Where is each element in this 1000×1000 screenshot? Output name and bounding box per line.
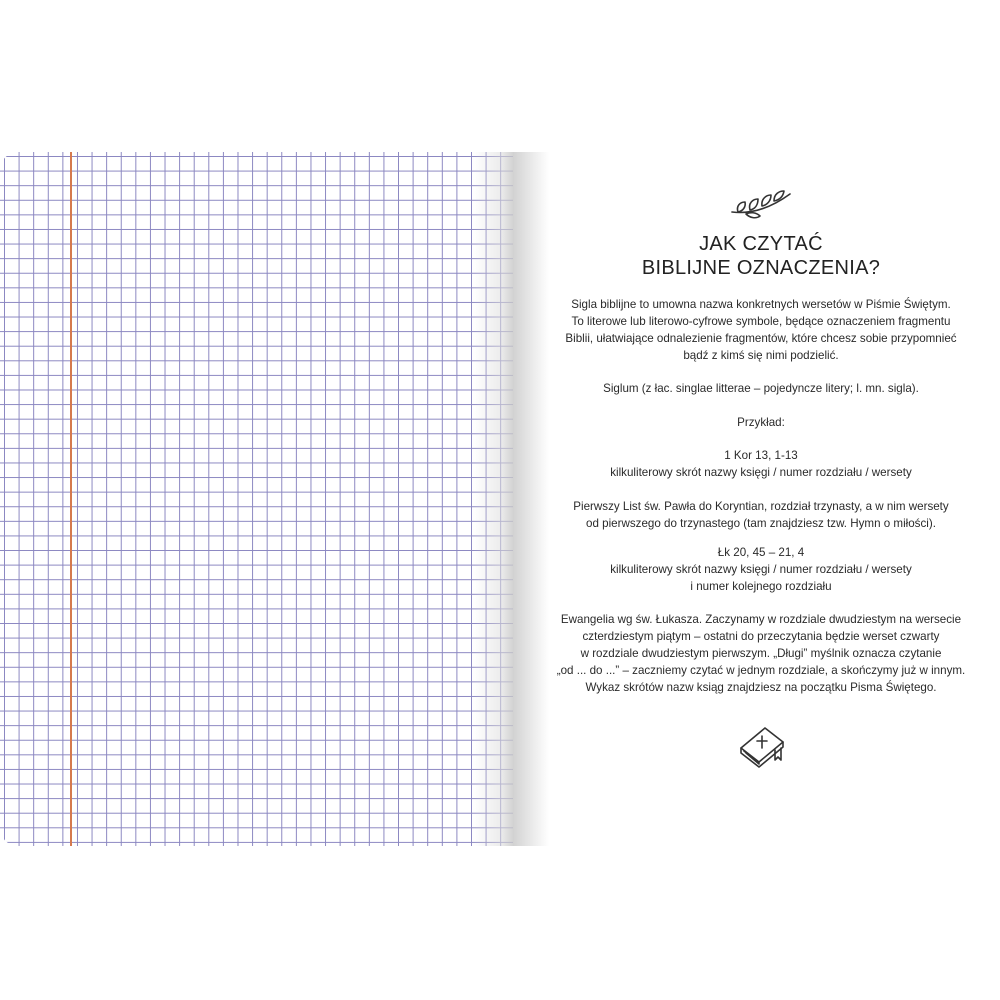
explain-line: od pierwszego do trzynastego (tam znajdziesz tzw. Hymn o miłości). bbox=[586, 517, 936, 530]
leaf-sprig-icon bbox=[728, 182, 798, 222]
page-title bbox=[553, 232, 969, 280]
explain-line: czterdziestym piątym – ostatni do przeczytania będzie werset czwarty bbox=[582, 630, 940, 643]
example-label bbox=[553, 414, 969, 431]
example-label-text: Przykład: bbox=[737, 416, 785, 429]
example-2-explanation bbox=[553, 611, 969, 696]
siglum-definition bbox=[553, 380, 969, 397]
title-line-1: JAK CZYTAĆ bbox=[699, 233, 823, 255]
example-1-legend: kilkuliterowy skrót nazwy księgi / numer rozdziału / wersety bbox=[610, 466, 912, 479]
intro-line: Sigla biblijne to umowna nazwa konkretnych wersetów w Piśmie Świętym. bbox=[571, 298, 951, 311]
intro-line: To literowe lub literowo-cyfrowe symbole, będące oznaczeniem fragmentu bbox=[571, 315, 951, 328]
intro-line: bądź z kimś się nimi podzielić. bbox=[683, 349, 839, 362]
intro-paragraph bbox=[553, 296, 969, 364]
example-1 bbox=[553, 447, 969, 481]
example-2-legend: kilkuliterowy skrót nazwy księgi / numer rozdziału / wersety bbox=[610, 563, 912, 576]
explain-line: w rozdziale dwudziestym pierwszym. „Długi” myślnik oznacza czytanie bbox=[580, 647, 942, 660]
example-1-ref: 1 Kor 13, 1-13 bbox=[724, 449, 798, 462]
bible-book-icon bbox=[735, 722, 789, 768]
intro-line: Biblii, ułatwiające odnalezienie fragmentów, które chcesz sobie przypomnieć bbox=[565, 332, 957, 345]
info-page bbox=[513, 152, 1000, 846]
example-1-explanation bbox=[553, 498, 969, 532]
example-2 bbox=[553, 544, 969, 595]
explain-line: „od ... do ...” – zaczniemy czytać w jednym rozdziale, a skończymy już w innym. bbox=[556, 664, 966, 677]
margin-line bbox=[70, 152, 72, 846]
example-2-ref: Łk 20, 45 – 21, 4 bbox=[717, 546, 805, 559]
title-line-2: BIBLIJNE OZNACZENIA? bbox=[641, 257, 881, 279]
explain-line: Pierwszy List św. Pawła do Koryntian, rozdział trzynasty, a w nim wersety bbox=[573, 500, 949, 513]
example-2-legend-cont: i numer kolejnego rozdziału bbox=[690, 580, 832, 593]
explain-line: Ewangelia wg św. Łukasza. Zaczynamy w rozdziale dwudziestym na wersecie bbox=[560, 613, 962, 626]
grid-page bbox=[0, 152, 513, 846]
explain-line: Wykaz skrótów nazw ksiąg znajdziesz na początku Pisma Świętego. bbox=[585, 681, 937, 694]
siglum-line: Siglum (z łac. singlae litterae – pojedyncze litery; l. mn. sigla). bbox=[603, 382, 919, 395]
